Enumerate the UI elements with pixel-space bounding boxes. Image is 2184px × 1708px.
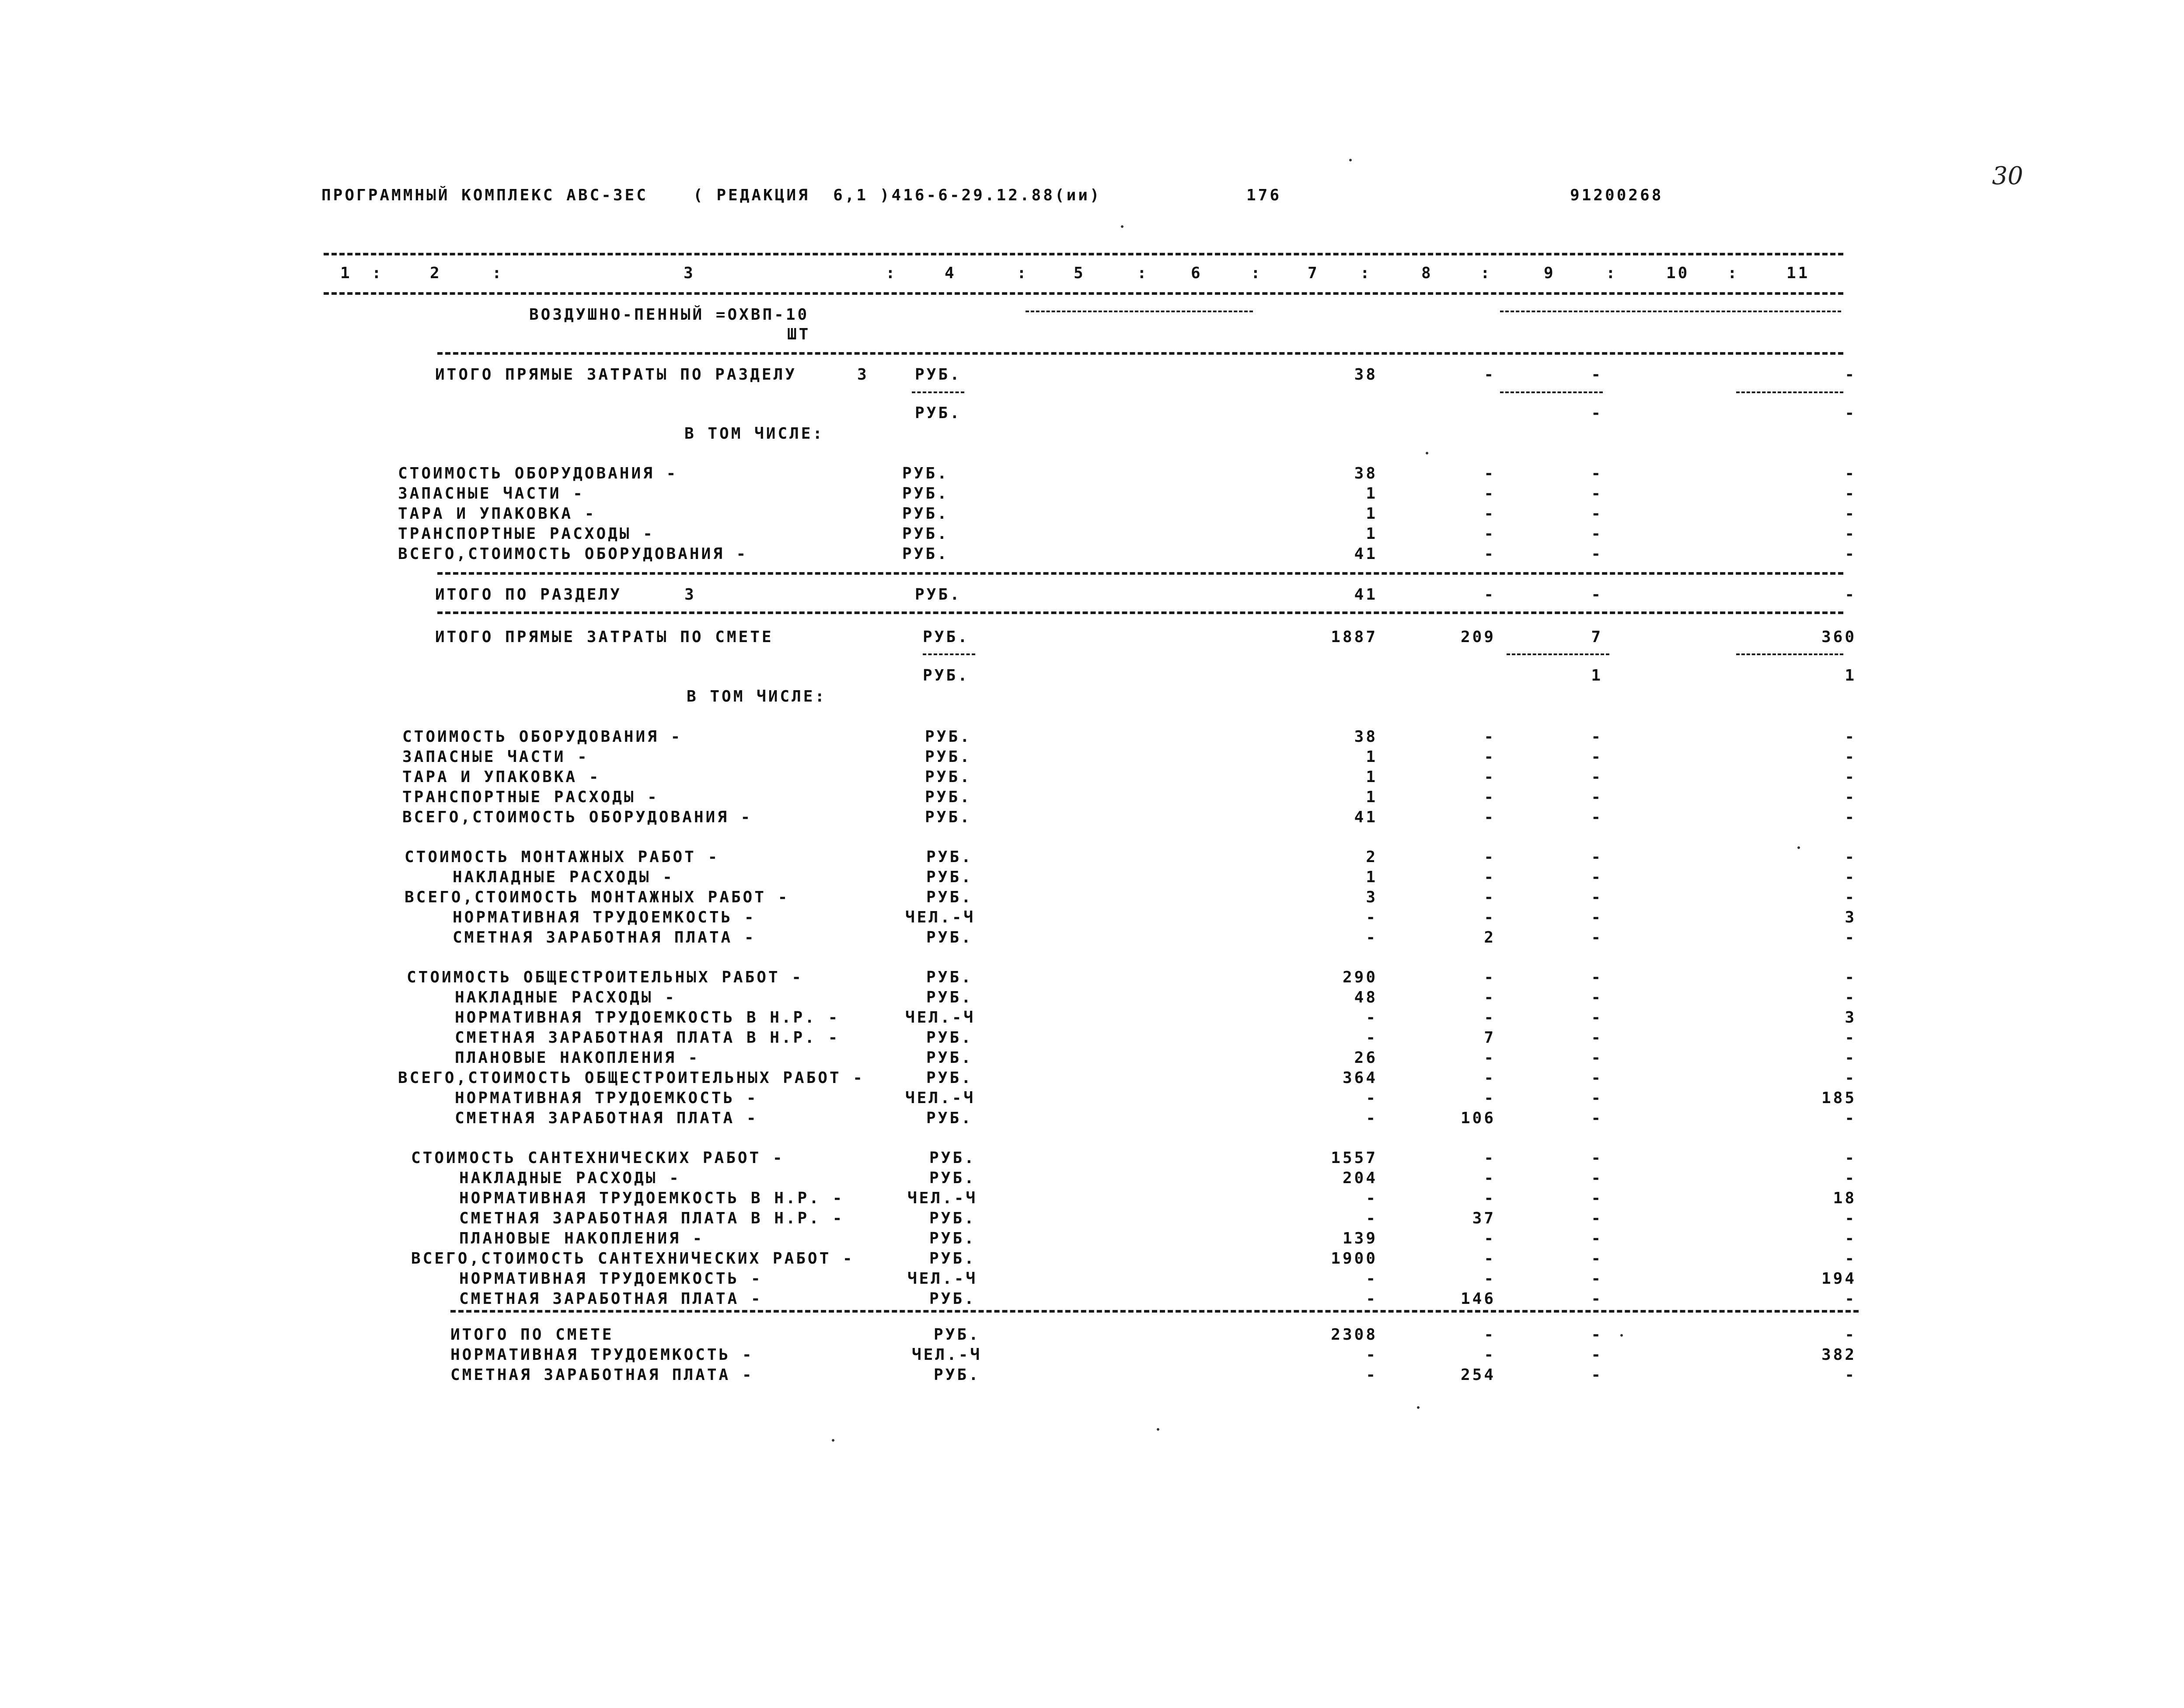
row-label: ИТОГО ПО СМЕТЕ <box>450 1326 614 1344</box>
value-col-7: 1900 <box>1331 1250 1378 1268</box>
row-label: НОРМАТИВНАЯ ТРУДОЕМКОСТЬ - <box>450 1346 754 1364</box>
value-col-11: - <box>1845 1149 1856 1167</box>
row-label: СТОИМОСТЬ САНТЕХНИЧЕСКИХ РАБОТ - <box>411 1149 785 1167</box>
value-col-8: 254 <box>1460 1366 1496 1384</box>
unit-cell: РУБ. <box>926 1069 973 1087</box>
row-label: НОРМАТИВНАЯ ТРУДОЕМКОСТЬ В Н.Р. - <box>459 1189 844 1207</box>
value-col-11: - <box>1845 1209 1856 1227</box>
value-col-7: 1557 <box>1331 1149 1378 1167</box>
value-col-11: 3 <box>1845 908 1856 926</box>
value-col-9: - <box>1591 1346 1603 1364</box>
value-col-8: - <box>1484 808 1496 826</box>
row-label: ТРАНСПОРТНЫЕ РАСХОДЫ - <box>402 788 659 806</box>
row-label: НАКЛАДНЫЕ РАСХОДЫ - <box>455 988 677 1006</box>
unit-cell: РУБ. <box>926 929 973 947</box>
column-separator: : <box>492 264 504 282</box>
row-label: ТАРА И УПАКОВКА - <box>402 768 601 786</box>
value-col-11: - <box>1845 505 1856 523</box>
value-col-11: - <box>1845 808 1856 826</box>
value-col-8: - <box>1484 525 1496 543</box>
row-label: ВСЕГО,СТОИМОСТЬ ОБЩЕСТРОИТЕЛЬНЫХ РАБОТ - <box>398 1069 865 1087</box>
value-col-9: - <box>1591 1149 1603 1167</box>
value-col-7: 38 <box>1354 366 1378 384</box>
value-col-11: - <box>1845 728 1856 746</box>
program-name: ПРОГРАММНЫЙ КОМПЛЕКС АВС-ЗЕС <box>321 186 648 204</box>
rule-before-grand-total <box>450 1310 1859 1313</box>
value-col-7: - <box>1366 1209 1378 1227</box>
section-number: 3 <box>857 366 869 384</box>
scan-speck <box>1157 1428 1159 1431</box>
row-label: НОРМАТИВНАЯ ТРУДОЕМКОСТЬ - <box>459 1270 763 1288</box>
unit-cell: РУБ. <box>923 667 970 685</box>
value-col-9: - <box>1591 788 1603 806</box>
column-separator: : <box>1606 264 1618 282</box>
unit-cell: РУБ. <box>925 768 972 786</box>
unit-cell: РУБ. <box>926 848 973 866</box>
row-label: ИТОГО ПО РАЗДЕЛУ <box>435 586 622 604</box>
rule-c11-under <box>1736 391 1843 393</box>
row-label: ВСЕГО,СТОИМОСТЬ САНТЕХНИЧЕСКИХ РАБОТ - <box>411 1250 855 1268</box>
value-col-9: - <box>1591 929 1603 947</box>
value-col-8: - <box>1484 1009 1496 1027</box>
row-label: СМЕТНАЯ ЗАРАБОТНАЯ ПЛАТА - <box>453 929 756 947</box>
value-col-11: - <box>1845 485 1856 503</box>
value-col-9: - <box>1591 1189 1603 1207</box>
value-col-11: - <box>1845 1366 1856 1384</box>
value-col-9: - <box>1591 1009 1603 1027</box>
value-col-11: - <box>1845 366 1856 384</box>
value-col-7: 1 <box>1366 788 1378 806</box>
value-col-7: 1 <box>1366 485 1378 503</box>
value-col-8: 146 <box>1460 1290 1496 1308</box>
row-label: ШТ <box>787 325 811 343</box>
value-col-7: 204 <box>1342 1169 1378 1187</box>
value-col-11: - <box>1845 465 1856 482</box>
value-col-11: - <box>1845 1029 1856 1047</box>
value-col-7: 2308 <box>1331 1326 1378 1344</box>
value-col-8: - <box>1484 768 1496 786</box>
value-col-8: 209 <box>1460 628 1496 646</box>
value-col-11: 382 <box>1821 1346 1856 1364</box>
row-label: ТАРА И УПАКОВКА - <box>398 505 597 523</box>
value-col-8: - <box>1484 1189 1496 1207</box>
unit-cell: РУБ. <box>926 968 973 986</box>
value-col-8: - <box>1484 1049 1496 1067</box>
value-col-7: 139 <box>1342 1229 1378 1247</box>
column-header-8: 8 <box>1421 264 1433 282</box>
value-col-9: - <box>1591 586 1603 604</box>
column-header-10: 10 <box>1666 264 1690 282</box>
column-separator: : <box>1360 264 1372 282</box>
unit-cell: РУБ. <box>929 1250 976 1268</box>
value-col-9: - <box>1591 988 1603 1006</box>
value-col-11: - <box>1845 868 1856 886</box>
value-col-11: - <box>1845 988 1856 1006</box>
value-col-7: 38 <box>1354 465 1378 482</box>
value-col-8: - <box>1484 586 1496 604</box>
row-label: ЗАПАСНЫЕ ЧАСТИ - <box>398 485 585 503</box>
row-label: ПЛАНОВЫЕ НАКОПЛЕНИЯ - <box>455 1049 700 1067</box>
value-col-7: - <box>1366 1366 1378 1384</box>
sheet-number: 176 <box>1246 186 1282 204</box>
value-col-11: - <box>1845 1250 1856 1268</box>
unit-cell: РУБ. <box>926 868 973 886</box>
value-col-9: - <box>1591 1326 1603 1344</box>
column-header-7: 7 <box>1308 264 1319 282</box>
column-header-1: 1 <box>340 264 352 282</box>
value-col-7: - <box>1366 1189 1378 1207</box>
value-col-9: - <box>1591 1109 1603 1127</box>
column-header-9: 9 <box>1544 264 1556 282</box>
value-col-8: - <box>1484 1346 1496 1364</box>
column-separator: : <box>1137 264 1149 282</box>
row-label: НОРМАТИВНАЯ ТРУДОЕМКОСТЬ - <box>453 908 756 926</box>
value-col-9: - <box>1591 505 1603 523</box>
scan-speck <box>1417 1406 1420 1409</box>
value-col-7: - <box>1366 1290 1378 1308</box>
column-header-4: 4 <box>945 264 956 282</box>
value-col-11: - <box>1845 1326 1856 1344</box>
value-col-7: 2 <box>1366 848 1378 866</box>
value-col-9: - <box>1591 525 1603 543</box>
row-label: СТОИМОСТЬ ОБЩЕСТРОИТЕЛЬНЫХ РАБОТ - <box>407 968 803 986</box>
rule-c9-under <box>1500 391 1603 393</box>
row-label: НОРМАТИВНАЯ ТРУДОЕМКОСТЬ В Н.Р. - <box>455 1009 840 1027</box>
value-col-7: 48 <box>1354 988 1378 1006</box>
row-label: ВСЕГО,СТОИМОСТЬ МОНТАЖНЫХ РАБОТ - <box>405 888 790 906</box>
value-col-7: - <box>1366 1029 1378 1047</box>
column-header-3: 3 <box>684 264 695 282</box>
row-label: ВСЕГО,СТОИМОСТЬ ОБОРУДОВАНИЯ - <box>398 545 748 563</box>
value-col-9: - <box>1591 1089 1603 1107</box>
value-col-7: - <box>1366 1346 1378 1364</box>
value-col-9: - <box>1591 808 1603 826</box>
value-col-7: 1 <box>1366 748 1378 766</box>
value-col-9: - <box>1591 1290 1603 1308</box>
unit-cell: РУБ. <box>926 1109 973 1127</box>
row-label: ТРАНСПОРТНЫЕ РАСХОДЫ - <box>398 525 655 543</box>
row-label: В ТОМ ЧИСЛЕ: <box>687 688 827 706</box>
value-col-7: 41 <box>1354 586 1378 604</box>
scan-speck <box>1620 1334 1623 1337</box>
value-col-9: - <box>1591 1250 1603 1268</box>
unit-cell: РУБ. <box>915 404 962 422</box>
value-col-11: - <box>1845 1109 1856 1127</box>
value-col-7: 290 <box>1342 968 1378 986</box>
row-label: ВОЗДУШНО-ПЕННЫЙ =ОХВП-10 <box>529 306 809 324</box>
unit-cell: РУБ. <box>929 1290 976 1308</box>
column-separator: : <box>1480 264 1492 282</box>
value-col-11: - <box>1845 1069 1856 1087</box>
unit-cell: РУБ. <box>926 988 973 1006</box>
row-label: СМЕТНАЯ ЗАРАБОТНАЯ ПЛАТА - <box>455 1109 758 1127</box>
value-col-11: - <box>1845 545 1856 563</box>
rule-sub-cols <box>1026 311 1253 312</box>
value-col-11: 360 <box>1821 628 1856 646</box>
value-col-11: - <box>1845 888 1856 906</box>
unit-cell: РУБ. <box>929 1149 976 1167</box>
row-label: СМЕТНАЯ ЗАРАБОТНАЯ ПЛАТА В Н.Р. - <box>459 1209 844 1227</box>
value-col-11: - <box>1845 1229 1856 1247</box>
rule-c11-under-2 <box>1736 653 1843 655</box>
row-label: В ТОМ ЧИСЛЕ: <box>684 425 825 443</box>
value-col-8: - <box>1484 1069 1496 1087</box>
column-separator: : <box>372 264 384 282</box>
value-col-7: 1 <box>1366 505 1378 523</box>
unit-cell: РУБ. <box>925 748 972 766</box>
row-label: СМЕТНАЯ ЗАРАБОТНАЯ ПЛАТА - <box>450 1366 754 1384</box>
value-col-9: - <box>1591 1270 1603 1288</box>
value-col-11: 194 <box>1821 1270 1856 1288</box>
rule-unit-under <box>912 391 964 393</box>
value-col-11: - <box>1845 848 1856 866</box>
value-col-8: - <box>1484 366 1496 384</box>
scan-speck <box>832 1439 834 1442</box>
value-col-9: - <box>1591 748 1603 766</box>
value-col-9: - <box>1591 888 1603 906</box>
unit-cell: РУБ. <box>934 1326 980 1344</box>
edition-info: ( РЕДАКЦИЯ 6,1 )416-6-29.12.88(ии) <box>693 186 1102 204</box>
rule-top <box>324 253 1843 255</box>
value-col-7: 1 <box>1366 868 1378 886</box>
value-col-11: - <box>1845 968 1856 986</box>
row-label: СТОИМОСТЬ МОНТАЖНЫХ РАБОТ - <box>405 848 720 866</box>
value-col-7: - <box>1366 1009 1378 1027</box>
value-col-8: 7 <box>1484 1029 1496 1047</box>
value-col-11: - <box>1845 404 1856 422</box>
value-col-9: - <box>1591 1209 1603 1227</box>
value-col-8: - <box>1484 1149 1496 1167</box>
value-col-8: - <box>1484 485 1496 503</box>
value-col-11: - <box>1845 768 1856 786</box>
value-col-9: - <box>1591 485 1603 503</box>
unit-cell: ЧЕЛ.-Ч <box>905 1009 976 1027</box>
value-col-9: - <box>1591 868 1603 886</box>
unit-cell: РУБ. <box>923 628 970 646</box>
document-code: 91200268 <box>1570 186 1664 204</box>
value-col-11: - <box>1845 929 1856 947</box>
unit-cell: РУБ. <box>926 888 973 906</box>
row-label: СТОИМОСТЬ ОБОРУДОВАНИЯ - <box>402 728 683 746</box>
value-col-8: - <box>1484 748 1496 766</box>
scan-speck <box>1349 159 1352 161</box>
value-col-7: - <box>1366 908 1378 926</box>
value-col-7: 1887 <box>1331 628 1378 646</box>
value-col-8: - <box>1484 1229 1496 1247</box>
row-label: ПЛАНОВЫЕ НАКОПЛЕНИЯ - <box>459 1229 705 1247</box>
rule-c9-under-2 <box>1507 653 1609 655</box>
unit-cell: РУБ. <box>925 808 972 826</box>
unit-cell: РУБ. <box>926 1029 973 1047</box>
row-label: НОРМАТИВНАЯ ТРУДОЕМКОСТЬ - <box>455 1089 758 1107</box>
value-col-9: - <box>1591 1366 1603 1384</box>
column-separator: : <box>1727 264 1739 282</box>
unit-cell: ЧЕЛ.-Ч <box>907 1189 978 1207</box>
value-col-9: - <box>1591 1069 1603 1087</box>
unit-cell: РУБ. <box>902 525 949 543</box>
value-col-9: - <box>1591 1229 1603 1247</box>
row-label: НАКЛАДНЫЕ РАСХОДЫ - <box>453 868 674 886</box>
value-col-9: - <box>1591 768 1603 786</box>
value-col-8: - <box>1484 465 1496 482</box>
unit-cell: РУБ. <box>915 586 962 604</box>
column-header-11: 11 <box>1786 264 1810 282</box>
value-col-9: - <box>1591 545 1603 563</box>
row-label: СМЕТНАЯ ЗАРАБОТНАЯ ПЛАТА В Н.Р. - <box>455 1029 840 1047</box>
column-header-2: 2 <box>430 264 442 282</box>
value-col-8: - <box>1484 888 1496 906</box>
value-col-7: 3 <box>1366 888 1378 906</box>
value-col-11: - <box>1845 1290 1856 1308</box>
unit-cell: ЧЕЛ.-Ч <box>912 1346 982 1364</box>
value-col-7: 38 <box>1354 728 1378 746</box>
scan-speck <box>1426 452 1428 454</box>
value-col-8: - <box>1484 1250 1496 1268</box>
value-col-11: - <box>1845 1169 1856 1187</box>
unit-cell: РУБ. <box>915 366 962 384</box>
value-col-9: - <box>1591 404 1603 422</box>
value-col-9: - <box>1591 848 1603 866</box>
value-col-11: - <box>1845 1049 1856 1067</box>
value-col-8: 106 <box>1460 1109 1496 1127</box>
value-col-7: 364 <box>1342 1069 1378 1087</box>
value-col-9: - <box>1591 465 1603 482</box>
value-col-11: 3 <box>1845 1009 1856 1027</box>
value-col-8: - <box>1484 1169 1496 1187</box>
unit-cell: РУБ. <box>902 485 949 503</box>
value-col-8: - <box>1484 505 1496 523</box>
rule-after-section-total <box>437 611 1843 614</box>
value-col-9: - <box>1591 968 1603 986</box>
value-col-9: - <box>1591 1169 1603 1187</box>
value-col-11: - <box>1845 748 1856 766</box>
value-col-11: 185 <box>1821 1089 1856 1107</box>
scan-speck <box>1797 846 1800 849</box>
unit-cell: РУБ. <box>929 1169 976 1187</box>
row-label: ИТОГО ПРЯМЫЕ ЗАТРАТЫ ПО СМЕТЕ <box>435 628 774 646</box>
column-separator: : <box>1017 264 1029 282</box>
value-col-11: - <box>1845 525 1856 543</box>
value-col-8: - <box>1484 988 1496 1006</box>
value-col-9: - <box>1591 728 1603 746</box>
row-label: ЗАПАСНЫЕ ЧАСТИ - <box>402 748 589 766</box>
value-col-7: - <box>1366 929 1378 947</box>
rule-sub-cols-right <box>1500 311 1841 312</box>
value-col-11: 1 <box>1845 667 1856 685</box>
unit-cell: ЧЕЛ.-Ч <box>907 1270 978 1288</box>
value-col-9: - <box>1591 366 1603 384</box>
rule-under-header <box>324 292 1843 295</box>
value-col-8: - <box>1484 1270 1496 1288</box>
row-label: НАКЛАДНЫЕ РАСХОДЫ - <box>459 1169 681 1187</box>
unit-cell: РУБ. <box>902 505 949 523</box>
value-col-7: - <box>1366 1109 1378 1127</box>
page-number: 30 <box>1992 162 2024 190</box>
value-col-11: 18 <box>1833 1189 1856 1207</box>
unit-cell: РУБ. <box>902 545 949 563</box>
unit-cell: РУБ. <box>929 1209 976 1227</box>
unit-cell: РУБ. <box>934 1366 980 1384</box>
column-header-6: 6 <box>1191 264 1203 282</box>
value-col-11: - <box>1845 586 1856 604</box>
scan-speck <box>1121 225 1123 228</box>
value-col-8: 2 <box>1484 929 1496 947</box>
value-col-7: 1 <box>1366 768 1378 786</box>
value-col-9: 7 <box>1591 628 1603 646</box>
value-col-8: - <box>1484 848 1496 866</box>
value-col-8: - <box>1484 545 1496 563</box>
value-col-8: - <box>1484 728 1496 746</box>
value-col-8: - <box>1484 868 1496 886</box>
unit-cell: ЧЕЛ.-Ч <box>905 1089 976 1107</box>
value-col-8: - <box>1484 788 1496 806</box>
rule-unit-under-2 <box>923 653 975 655</box>
unit-cell: РУБ. <box>925 788 972 806</box>
value-col-8: - <box>1484 908 1496 926</box>
value-col-9: - <box>1591 908 1603 926</box>
unit-cell: РУБ. <box>925 728 972 746</box>
unit-cell: ЧЕЛ.-Ч <box>905 908 976 926</box>
value-col-8: 37 <box>1472 1209 1496 1227</box>
value-col-7: 26 <box>1354 1049 1378 1067</box>
unit-cell: РУБ. <box>929 1229 976 1247</box>
row-label: СТОИМОСТЬ ОБОРУДОВАНИЯ - <box>398 465 678 482</box>
rule-before-section-total <box>437 572 1843 575</box>
column-separator: : <box>886 264 897 282</box>
value-col-9: - <box>1591 1049 1603 1067</box>
row-label: ВСЕГО,СТОИМОСТЬ ОБОРУДОВАНИЯ - <box>402 808 753 826</box>
value-col-7: 41 <box>1354 808 1378 826</box>
column-header-5: 5 <box>1074 264 1085 282</box>
value-col-7: 41 <box>1354 545 1378 563</box>
column-separator: : <box>1251 264 1263 282</box>
value-col-7: - <box>1366 1089 1378 1107</box>
unit-cell: РУБ. <box>902 465 949 482</box>
value-col-7: 1 <box>1366 525 1378 543</box>
value-col-8: - <box>1484 1326 1496 1344</box>
row-label: СМЕТНАЯ ЗАРАБОТНАЯ ПЛАТА - <box>459 1290 763 1308</box>
value-col-11: - <box>1845 788 1856 806</box>
value-col-9: 1 <box>1591 667 1603 685</box>
value-col-8: - <box>1484 1089 1496 1107</box>
value-col-9: - <box>1591 1029 1603 1047</box>
row-label: ИТОГО ПРЯМЫЕ ЗАТРАТЫ ПО РАЗДЕЛУ <box>435 366 797 384</box>
section-number: 3 <box>684 586 696 604</box>
value-col-8: - <box>1484 968 1496 986</box>
unit-cell: РУБ. <box>926 1049 973 1067</box>
value-col-7: - <box>1366 1270 1378 1288</box>
rule-after-item <box>437 352 1843 355</box>
